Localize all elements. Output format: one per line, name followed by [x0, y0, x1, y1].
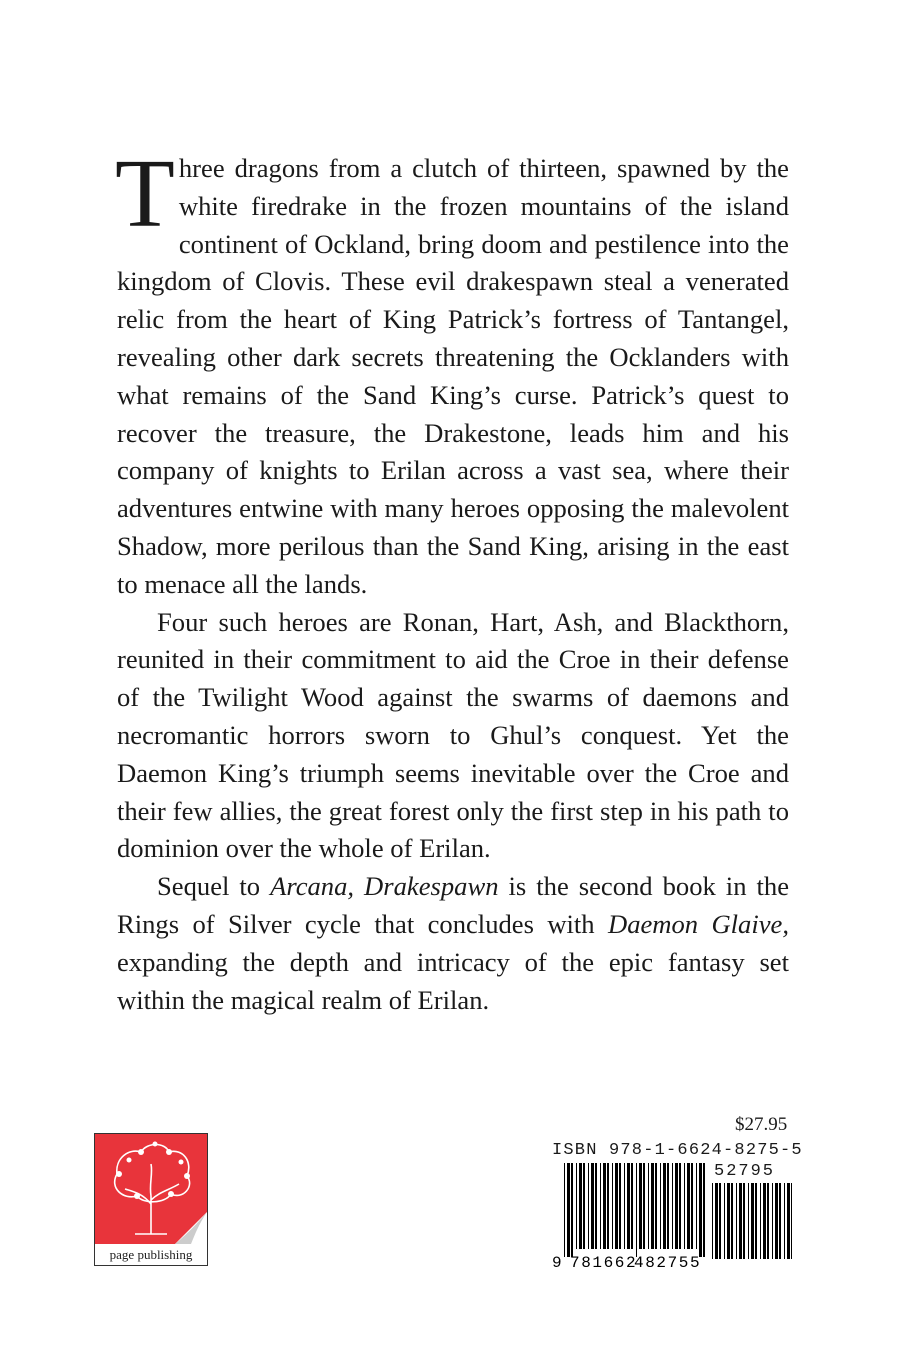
barcode-bar: [772, 1183, 773, 1259]
barcode-bar: [600, 1163, 601, 1249]
barcode-bar: [675, 1163, 678, 1249]
barcode-bar: [696, 1163, 697, 1249]
barcode-bar: [612, 1163, 613, 1249]
barcode-bar: [760, 1183, 761, 1259]
p3-intro: Sequel to: [157, 871, 271, 902]
barcode-bar: [699, 1163, 702, 1257]
blurb-paragraph-1: [115, 140, 789, 604]
addon-bars: [712, 1183, 792, 1259]
barcode-bar: [667, 1163, 669, 1249]
barcode-bar: [588, 1163, 589, 1249]
barcode-bar: [736, 1183, 737, 1259]
barcode-bar: [595, 1163, 597, 1249]
barcode-bar: [712, 1183, 713, 1259]
barcode-digits-left: 781662: [570, 1254, 638, 1271]
p3-middle: is the second book in the Rings of Silver cycle that concludes with: [117, 871, 789, 939]
barcode-bar: [779, 1183, 781, 1259]
barcode-bar: [627, 1163, 630, 1249]
barcode-bar: [636, 1163, 637, 1257]
barcode-bar: [579, 1163, 582, 1249]
back-cover-blurb: [115, 140, 790, 1019]
barcode-bar: [687, 1163, 690, 1249]
blurb-paragraph-2: Four such heroes are Ronan, Hart, Ash, and Blackthorn, reunited in their commitment to aid the Croe in their defense of the Twilight Wood against the swarms of daemons and necromantic horrors sworn to Ghul’s conquest. Yet the Daemon King’s triumph seems inevitable over the Croe and their few allies, the great forest only the first step in his path to dominion over the whole of Erilan.: [117, 606, 789, 864]
barcode-bar: [643, 1163, 645, 1249]
barcode-bar: [672, 1163, 673, 1249]
barcode-bar: [615, 1163, 618, 1249]
barcode-bar: [631, 1163, 633, 1249]
barcode-bar: [743, 1183, 745, 1259]
ean13-bars: [564, 1163, 705, 1257]
barcode-bar: [564, 1163, 565, 1257]
barcode-bar: [748, 1183, 749, 1259]
barcode-bar: [571, 1163, 573, 1257]
barcode-bar: [715, 1183, 718, 1259]
barcode-graphic: [552, 1141, 803, 1271]
barcode-bar: [731, 1183, 733, 1259]
barcode-bar: [679, 1163, 681, 1249]
isbn-number: ISBN 978-1-6624-8275-5: [552, 1141, 803, 1160]
barcode-bar: [603, 1163, 606, 1249]
barcode-bar: [775, 1183, 778, 1259]
barcode-bar: [663, 1163, 666, 1249]
barcode-bar: [784, 1183, 785, 1259]
barcode-bar: [739, 1183, 742, 1259]
tree-icon: [95, 1134, 207, 1244]
barcode-bar: [763, 1183, 766, 1259]
barcode-bar: [583, 1163, 585, 1249]
barcode-bar: [767, 1183, 769, 1259]
barcode-bar: [791, 1183, 792, 1259]
publisher-logo: [94, 1133, 208, 1266]
p3-end: expanding the depth and intricacy of the epic fantasy set within the magical realm of Erilan.: [117, 946, 789, 1015]
price-add-on-code: 52795: [714, 1162, 776, 1181]
barcode-bar: [567, 1163, 570, 1257]
logo-red-panel: [95, 1134, 207, 1244]
barcode-bar: [703, 1163, 705, 1257]
blurb-paragraph-3: [117, 868, 789, 1019]
barcode-bar: [751, 1183, 754, 1259]
drop-cap-letter: T: [115, 140, 175, 248]
barcode-bar: [660, 1163, 661, 1249]
barcode-bar: [684, 1163, 685, 1249]
barcode-bar: [724, 1183, 725, 1259]
barcode-bar: [639, 1163, 642, 1249]
barcode-bar: [651, 1163, 654, 1249]
barcode-bar: [624, 1163, 625, 1249]
barcode-bar: [619, 1163, 621, 1249]
isbn-barcode: [552, 1141, 803, 1271]
barcode-bar: [607, 1163, 609, 1249]
price-label: $27.95: [735, 1114, 788, 1135]
barcode-bar: [727, 1183, 730, 1259]
book-title-daemon-glaive: Daemon Glaive,: [607, 908, 790, 939]
barcode-bar: [691, 1163, 693, 1249]
barcode-bar: [755, 1183, 757, 1259]
barcode-bar: [719, 1183, 721, 1259]
book-title-arcana: Arcana, Drakespawn: [270, 871, 499, 902]
barcode-bar: [576, 1163, 577, 1249]
barcode-bar: [591, 1163, 594, 1249]
barcode-bar: [787, 1183, 790, 1259]
barcode-bar: [655, 1163, 657, 1249]
barcode-digits-right: 482755: [634, 1254, 702, 1271]
blurb-paragraph-1-text: hree dragons from a clutch of thirteen, spawned by the white firedrake in the frozen mountains of the island continent of Ockland, bring doom and pestilence into the kingdom of Clovis. These evil drakespawn steal a venerated relic from the heart of King Patrick’s fortress of Tantangel, revealing other dark secrets threatening the Ocklanders with what remains of the Sand King’s curse. Patrick’s quest to recover the treasure, the Drakestone, leads him and his company of knights to Erilan across a vast sea, where their adventures entwine with many heroes opposing the malevolent Shadow, more perilous than the Sand King, arising in the east to menace all the lands.: [117, 153, 789, 599]
barcode-bar: [648, 1163, 649, 1249]
barcode-first-digit: 9: [552, 1254, 562, 1271]
publisher-name: page publishing: [109, 1247, 193, 1262]
